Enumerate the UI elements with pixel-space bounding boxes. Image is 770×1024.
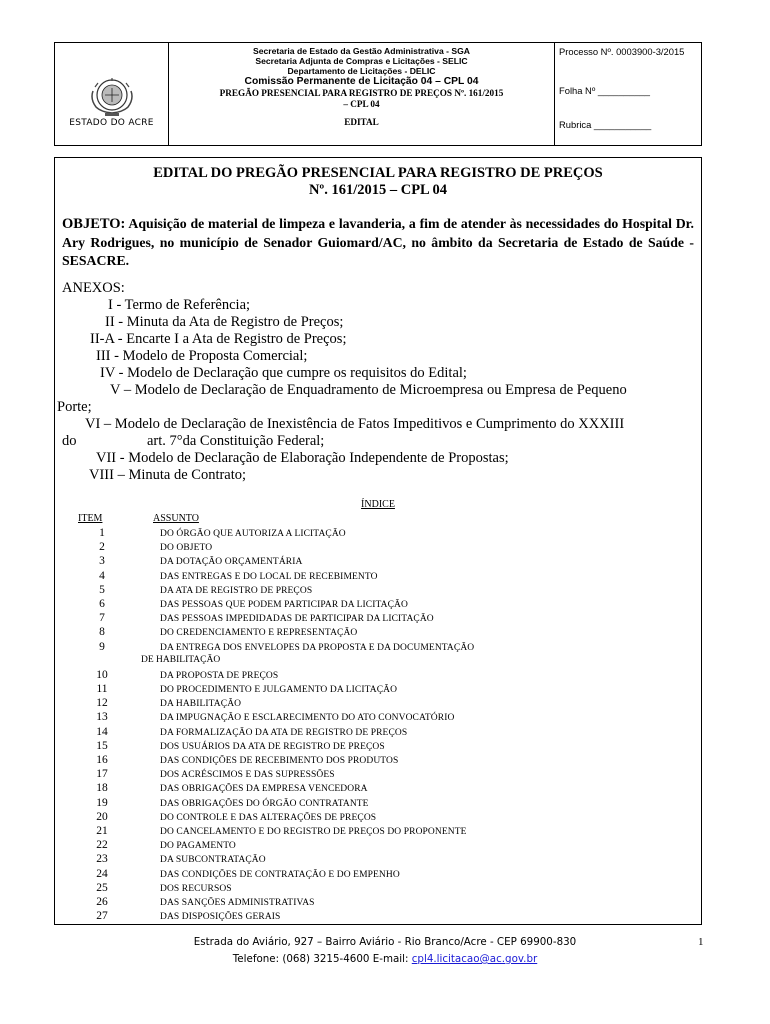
index-row — [55, 584, 701, 598]
index-item-subject: DO CONTROLE E DAS ALTERAÇÕES DE PREÇOS — [160, 812, 377, 823]
index-row — [55, 868, 701, 882]
indice-heading: ÍNDICE — [361, 499, 395, 510]
index-row — [55, 555, 701, 569]
anexo-v: V – Modelo de Declaração de Enquadramento de Microempresa ou Empresa de Pequeno — [110, 382, 627, 398]
index-item-number: 16 — [96, 754, 108, 766]
index-item-subject: DA SUBCONTRATAÇÃO — [160, 855, 266, 866]
anexo-i: I - Termo de Referência; — [108, 297, 251, 313]
anexo-viii: VIII – Minuta de Contrato; — [89, 467, 247, 483]
index-item-subject: DOS RECURSOS — [160, 883, 232, 894]
index-row — [55, 612, 701, 626]
index-item-number: 25 — [96, 881, 108, 894]
anexo-ii-a: II-A - Encarte I a Ata de Registro de Preços; — [90, 331, 347, 347]
index-item-number: 21 — [96, 825, 108, 837]
index-row — [55, 910, 701, 924]
rubrica-field: Rubrica ___________ — [559, 119, 652, 130]
index-item-subject: DO CREDENCIAMENTO E REPRESENTAÇÃO — [160, 628, 358, 639]
state-label: ESTADO DO ACRE — [69, 118, 154, 128]
header-process-cell — [555, 43, 701, 145]
footer-address: Estrada do Aviário, 927 – Bairro Aviário - Rio Branco/Acre - CEP 69900-830 — [193, 936, 577, 948]
index-item-number: 15 — [96, 739, 108, 752]
document-title — [55, 165, 701, 199]
index-item-subject: DOS ACRÉSCIMOS E DAS SUPRESSÕES — [160, 770, 335, 781]
index-row — [55, 641, 701, 655]
title-line-1: EDITAL DO PREGÃO PRESENCIAL PARA REGISTRO DE PREÇOS — [153, 165, 603, 181]
index-item-subject: DAS PESSOAS QUE PODEM PARTICIPAR DA LICITAÇÃO — [160, 600, 408, 610]
page-number: 1 — [698, 936, 704, 948]
footer-contact — [0, 953, 770, 965]
index-item-number: 22 — [96, 839, 108, 852]
anexo-vi: VI – Modelo de Declaração de Inexistência de Fatos Impeditivos e Cumprimento do XXXIII — [85, 416, 625, 432]
objeto-label: OBJETO: — [62, 216, 126, 232]
index-item-subject: DAS DISPOSIÇÕES GERAIS — [160, 912, 281, 923]
index-row — [55, 527, 701, 541]
index-item-subject: DAS PESSOAS IMPEDIDADAS DE PARTICIPAR DA LICITAÇÃO — [160, 614, 434, 625]
anexo-vi-cont-art: art. 7°da Constituição Federal; — [147, 433, 325, 449]
index-row — [55, 754, 701, 768]
index-row — [55, 541, 701, 555]
folha-field: Folha Nº __________ — [559, 85, 650, 96]
index-item-number: 20 — [96, 810, 108, 823]
index-item-subject: DAS CONDIÇÕES DE RECEBIMENTO DOS PRODUTOS — [160, 756, 399, 766]
item-9-continuation: DE HABILITAÇÃO — [141, 655, 221, 665]
index-item-subject: DO ÓRGÃO QUE AUTORIZA A LICITAÇÃO — [160, 529, 346, 539]
index-row — [55, 811, 701, 825]
coat-of-arms-icon — [87, 73, 137, 123]
process-number: Processo Nº. 0003900-3/2015 — [559, 46, 685, 57]
index-item-number: 1 — [99, 527, 105, 539]
header-line-cpl: – CPL 04 — [343, 99, 380, 109]
index-item-subject: DA HABILITAÇÃO — [160, 699, 242, 710]
index-item-number: 26 — [96, 896, 108, 908]
index-row — [55, 683, 701, 697]
header-line-commission: Comissão Permanente de Licitação 04 – CPL 04 — [244, 76, 479, 87]
index-item-number: 5 — [99, 583, 105, 596]
index-item-subject: DAS SANÇÕES ADMINISTRATIVAS — [160, 898, 315, 908]
document-header — [54, 42, 702, 146]
footer-email-link[interactable]: cpl4.licitacao@ac.gov.br — [411, 953, 538, 965]
index-row — [55, 697, 701, 711]
index-row — [55, 570, 701, 584]
index-item-subject: DAS OBRIGAÇÕES DA EMPRESA VENCEDORA — [160, 784, 368, 795]
objeto-text: Aquisição de material de limpeza e lavanderia, a fim de atender às necessidades do Hospital Dr. Ary Rodrigues, no município de Senador Guiomard/AC, no âmbito da Secretaria de Estado de Saúde - SESACRE. — [62, 216, 694, 268]
anexo-v-cont: Porte; — [57, 399, 92, 415]
footer-phone: Telefone: (068) 3215-4600 E-mail: — [232, 953, 409, 965]
index-item-subject: DAS ENTREGAS E DO LOCAL DE RECEBIMENTO — [160, 571, 378, 582]
index-item-number: 13 — [96, 711, 108, 724]
index-item-number: 19 — [96, 796, 108, 809]
index-item-number: 14 — [96, 725, 108, 738]
index-row — [55, 711, 701, 725]
anexo-vi-cont-do: do — [62, 433, 77, 449]
index-item-subject: DA PROPOSTA DE PREÇOS — [160, 670, 279, 681]
header-line-sga: Secretaria de Estado da Gestão Administrativa - SGA — [253, 46, 470, 56]
index-item-number: 23 — [96, 853, 108, 866]
index-row — [55, 825, 701, 839]
index-item-subject: DO OBJETO — [160, 543, 213, 554]
document-body — [54, 157, 702, 925]
index-item-subject: DOS USUÁRIOS DA ATA DE REGISTRO DE PREÇOS — [160, 741, 385, 752]
index-item-number: 2 — [99, 541, 105, 554]
index-item-subject: DO PROCEDIMENTO E JULGAMENTO DA LICITAÇÃO — [160, 685, 398, 695]
index-item-subject: DA ENTREGA DOS ENVELOPES DA PROPOSTA E DA DOCUMENTAÇÃO — [160, 642, 475, 653]
index-item-subject: DA ATA DE REGISTRO DE PREÇOS — [160, 585, 313, 596]
anexo-iii: III - Modelo de Proposta Comercial; — [96, 348, 308, 364]
index-item-subject: DO PAGAMENTO — [160, 841, 236, 852]
anexo-ii: II - Minuta da Ata de Registro de Preços; — [105, 314, 344, 330]
index-row — [55, 669, 701, 683]
header-line-edital: EDITAL — [344, 117, 379, 127]
col-header-assunto: ASSUNTO — [153, 513, 199, 524]
index-item-subject: DO CANCELAMENTO E DO REGISTRO DE PREÇOS DO PROPONENTE — [160, 827, 467, 837]
col-header-item: ITEM — [78, 513, 103, 524]
index-item-number: 12 — [96, 697, 108, 710]
index-item-subject: DAS OBRIGAÇÕES DO ÓRGÃO CONTRATANTE — [160, 798, 369, 809]
objeto-paragraph — [62, 215, 694, 271]
index-row — [55, 853, 701, 867]
anexo-vii: VII - Modelo de Declaração de Elaboração Independente de Propostas; — [96, 450, 509, 466]
index-row — [55, 896, 701, 910]
index-item-number: 10 — [96, 668, 108, 681]
index-item-number: 3 — [99, 555, 105, 568]
index-item-number: 11 — [96, 683, 108, 695]
index-row — [55, 839, 701, 853]
header-logo-cell — [55, 43, 169, 145]
index-row — [55, 740, 701, 754]
index-item-subject: DA FORMALIZAÇÃO DA ATA DE REGISTRO DE PREÇOS — [160, 727, 408, 738]
index-item-number: 17 — [96, 768, 108, 781]
index-row — [55, 797, 701, 811]
anexos-heading: ANEXOS: — [62, 280, 125, 296]
index-item-subject: DAS CONDIÇÕES DE CONTRATAÇÃO E DO EMPENHO — [160, 869, 400, 880]
index-item-number: 6 — [99, 598, 105, 610]
index-item-number: 18 — [96, 782, 108, 795]
index-item-number: 7 — [99, 612, 105, 625]
index-row — [55, 782, 701, 796]
index-item-number: 24 — [96, 867, 108, 880]
anexo-iv: IV - Modelo de Declaração que cumpre os requisitos do Edital; — [100, 365, 467, 381]
index-item-number: 4 — [99, 569, 105, 582]
title-line-2: Nº. 161/2015 – CPL 04 — [308, 182, 448, 198]
header-line-selic: Secretaria Adjunta de Compras e Licitações - SELIC — [255, 56, 468, 66]
index-item-number: 27 — [96, 910, 108, 923]
index-item-subject: DA IMPUGNAÇÃO E ESCLARECIMENTO DO ATO CONVOCATÓRIO — [160, 713, 455, 724]
index-row — [55, 598, 701, 612]
header-line-delic: Departamento de Licitações - DELIC — [287, 66, 436, 76]
index-row — [55, 626, 701, 640]
index-item-number: 9 — [99, 640, 105, 653]
header-title-cell — [169, 43, 555, 145]
index-row — [55, 726, 701, 740]
index-item-subject: DA DOTAÇÃO ORÇAMENTÁRIA — [160, 557, 303, 568]
header-line-pregao: PREGÃO PRESENCIAL PARA REGISTRO DE PREÇOS Nº. 161/2015 — [219, 88, 504, 98]
index-row — [55, 768, 701, 782]
index-row — [55, 882, 701, 896]
index-item-number: 8 — [99, 626, 105, 639]
